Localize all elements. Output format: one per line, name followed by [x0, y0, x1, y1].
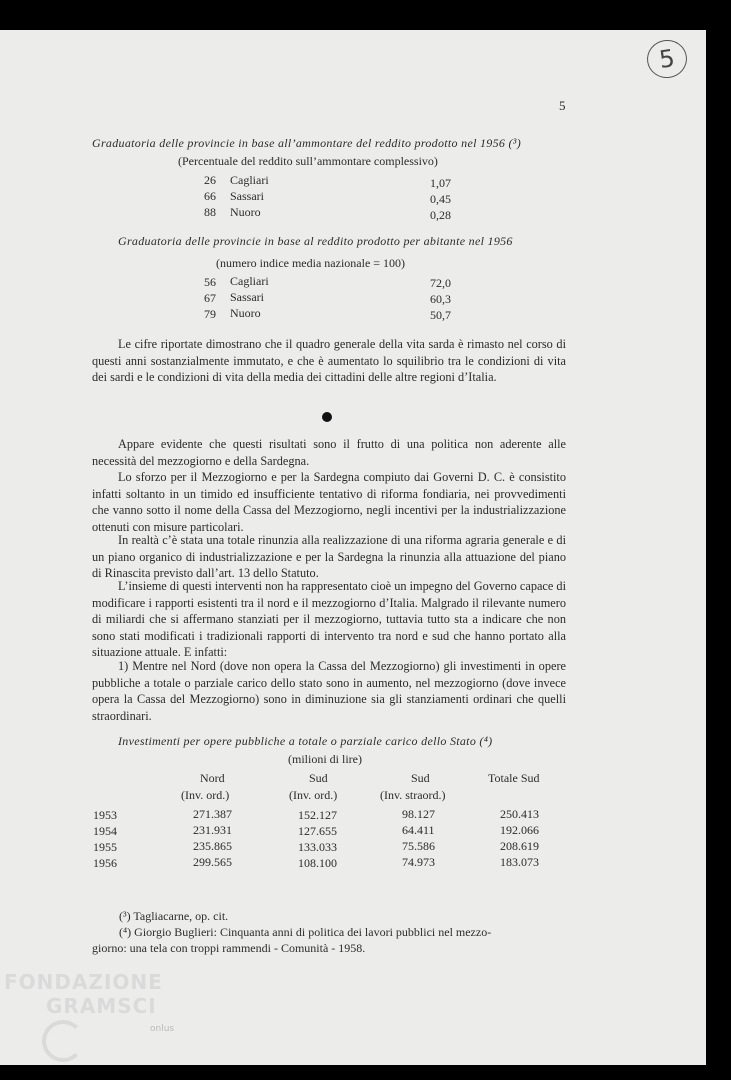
watermark-logo-icon: [42, 1020, 84, 1062]
table3-nord: 271.387: [193, 807, 232, 821]
page-number: 5: [559, 98, 566, 113]
table3-sud-straord: 64.411: [402, 823, 435, 837]
table2-rank: 79: [204, 307, 216, 321]
paragraph-text: L’insieme di questi interventi non ha rappresentato cioè un impegno del Governo capace di modificare i rapporti esistenti tra il nord e il mezzogiorno d’Italia. Malgrado il rilevante numero di miliardi che si affermano stanziati per il mezzogiorno, tuttavia tutto sta a indicare che non sono stati modificati i tradizionali rapporti di intervento tra nord e sud che hanno portato alla situazione attuale. E infatti:: [92, 579, 566, 660]
table1-subtitle: (Percentuale del reddito sull’ammontare complessivo): [178, 154, 438, 168]
table2-subtitle: (numero indice media nazionale = 100): [216, 256, 406, 270]
table2-value: 72,0: [430, 276, 451, 290]
table2-caption: Graduatoria delle provincie in base al reddito prodotto per abitante nel 1956: [118, 234, 513, 248]
paragraph-text: Appare evidente che questi risultati sono il frutto di una politica non aderente alle necessità del mezzogiorno e della Sardegna.: [92, 437, 566, 468]
footnote: giorno: una tela con troppi rammendi - Comunità - 1958.: [92, 941, 366, 955]
table2-province: Sassari: [230, 290, 264, 304]
paragraph-text: Le cifre riportate dimostrano che il quadro generale della vita sarda è rimasto nel corso di questi anni sostanzialmente immutato, e che è aumentato lo squilibrio tra le condizioni di vita dei sardi e le condizioni di vita della media dei cittadini delle altre regioni d’Italia.: [92, 337, 566, 385]
table2-value: 50,7: [430, 308, 451, 322]
table3-header: Nord: [200, 771, 225, 785]
table3-sud-ord: 108.100: [298, 856, 337, 870]
table3-sud-ord: 133.033: [298, 840, 337, 854]
paragraph-text: 1) Mentre nel Nord (dove non opera la Cassa del Mezzogiorno) gli investimenti in opere pubbliche a totale o parziale carico dello stato sono in aumento, nel mezzogiorno (dove invece opera la Cassa del Mezzogiorno) sono in diminuzione sia gli stanziamenti ordinari che quelli straordinari.: [92, 659, 566, 723]
table3-totale-sud: 250.413: [500, 807, 539, 821]
handwritten-page-number: 5: [645, 37, 690, 80]
document-page: [0, 30, 706, 1065]
table3-year: 1953: [93, 808, 117, 822]
table1-province: Nuoro: [230, 205, 261, 219]
paragraph: [92, 578, 566, 661]
table2-province: Cagliari: [230, 274, 269, 288]
watermark-text: FONDAZIONE: [4, 970, 163, 994]
paragraph-text: In realtà c’è stata una totale rinunzia alla realizzazione di una riforma agraria generale e di un piano organico di industrializzazione e per la Sardegna la rinunzia alla attuazione del piano di Rinascita previsto dall’art. 13 dello Statuto.: [92, 533, 566, 581]
footnote: (³) Tagliacarne, op. cit.: [119, 909, 229, 923]
table3-sud-ord: 152.127: [298, 808, 337, 822]
paragraph: [92, 532, 566, 582]
paragraph-text: Lo sforzo per il Mezzogiorno e per la Sardegna compiuto dai Governi D. C. è consistito infatti soltanto in un timido ed insufficiente tentativo di riforma fondiaria, nei provvedimenti che vanno sotto il nome della Cassa del Mezzogiorno, negli incentivi per la industrializzazione ottenuti con misure particolari.: [92, 470, 566, 534]
table3-nord: 231.931: [193, 823, 232, 837]
table3-sud-straord: 75.586: [402, 839, 435, 853]
watermark-text: GRAMSCI: [46, 994, 157, 1018]
table3-header-sub: (Inv. ord.): [289, 788, 338, 802]
table3-header: Totale Sud: [488, 771, 540, 785]
table1-province: Cagliari: [230, 173, 269, 187]
table3-sud-ord: 127.655: [298, 824, 337, 838]
table1-value: 0,28: [430, 208, 451, 222]
table2-rank: 56: [204, 275, 216, 289]
table3-sud-straord: 98.127: [402, 807, 435, 821]
table1-rank: 66: [204, 189, 216, 203]
table3-totale-sud: 192.066: [500, 823, 539, 837]
table3-header: Sud: [411, 771, 430, 785]
paragraph: [92, 469, 566, 535]
table3-nord: 235.865: [193, 839, 232, 853]
table3-totale-sud: 208.619: [500, 839, 539, 853]
table3-header: Sud: [309, 771, 328, 785]
table3-year: 1955: [93, 840, 117, 854]
watermark-subtext: onlus: [150, 1024, 175, 1034]
table2-value: 60,3: [430, 292, 451, 306]
table1-rank: 88: [204, 205, 216, 219]
table1-value: 0,45: [430, 192, 451, 206]
table3-year: 1954: [93, 824, 117, 838]
paragraph: [92, 436, 566, 469]
footnote: (⁴) Giorgio Buglieri: Cinquanta anni di politica dei lavori pubblici nel mezzo-: [119, 925, 492, 939]
table1-value: 1,07: [430, 176, 451, 190]
table2-rank: 67: [204, 291, 216, 305]
table3-sud-straord: 74.973: [402, 855, 435, 869]
paragraph: [92, 658, 566, 724]
table3-totale-sud: 183.073: [500, 855, 539, 869]
table3-header-sub: (Inv. straord.): [380, 788, 446, 802]
table3-caption: Investimenti per opere pubbliche a totale o parziale carico dello Stato (⁴): [118, 734, 493, 748]
table3-subtitle: (milioni di lire): [288, 752, 362, 766]
paragraph: [92, 336, 566, 386]
section-separator-dot: [322, 412, 332, 422]
table2-province: Nuoro: [230, 306, 261, 320]
table1-caption: Graduatoria delle provincie in base all’ammontare del reddito prodotto nel 1956 (³): [92, 136, 521, 150]
table3-header-sub: (Inv. ord.): [181, 788, 230, 802]
table1-rank: 26: [204, 173, 216, 187]
table3-year: 1956: [93, 856, 117, 870]
table1-province: Sassari: [230, 189, 264, 203]
table3-nord: 299.565: [193, 855, 232, 869]
